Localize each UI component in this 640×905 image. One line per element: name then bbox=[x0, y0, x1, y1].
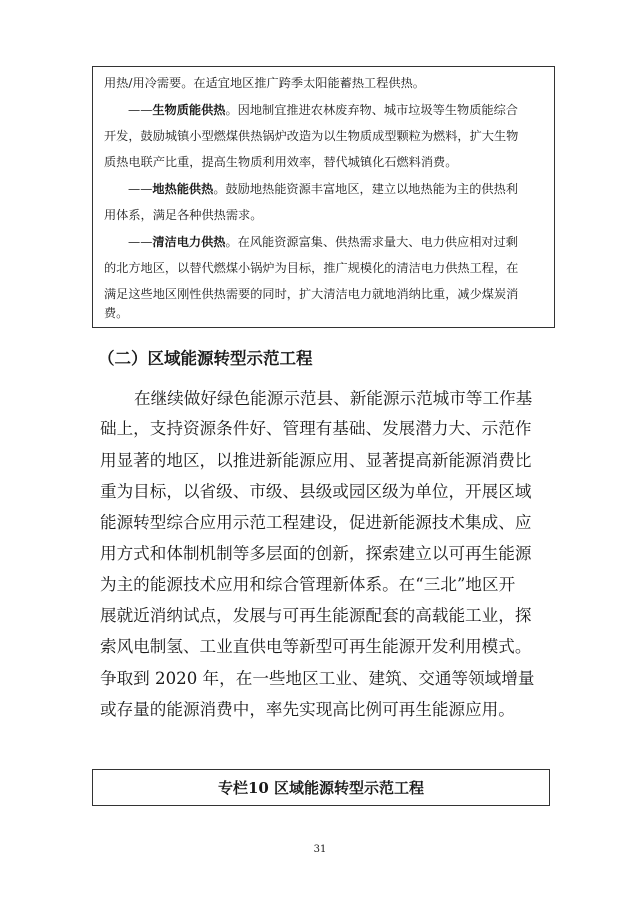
box-line-9: 满足这些地区刚性供热需要的同时，扩大清洁电力就地消纳比重，减少煤炭消 bbox=[104, 287, 519, 301]
paragraph-line: 在继续做好绿色能源示范县、新能源示范城市等工作基 bbox=[134, 389, 533, 408]
paragraph-line: 为主的能源技术应用和综合管理新体系。在“三北”地区开 bbox=[100, 575, 516, 594]
box-keyword-geothermal: 地热能供热 bbox=[152, 182, 214, 196]
box-line-7: ——清洁电力供热。在风能资源富集、供热需求量大、电力供应相对过剩 bbox=[128, 235, 518, 249]
box-line-6: 用体系，满足各种供热需求。 bbox=[104, 208, 263, 222]
box-line-5: ——地热能供热。鼓励地热能资源丰富地区，建立以地热能为主的供热利 bbox=[128, 182, 518, 196]
box-line-3: 开发，鼓励城镇小型燃煤供热锅炉改造为以生物质成型颗粒为燃料，扩大生物 bbox=[104, 129, 519, 143]
page-number: 31 bbox=[313, 844, 327, 855]
paragraph-line: 或存量的能源消费中，率先实现高比例可再生能源应用。 bbox=[100, 700, 515, 719]
box-keyword-biomass: 生物质能供热 bbox=[152, 103, 226, 117]
column-box-title: 专栏10 区域能源转型示范工程 bbox=[217, 779, 425, 797]
paragraph-line: 用方式和体制机制等多层面的创新，探索建立以可再生能源 bbox=[100, 544, 532, 563]
section-heading: （二）区域能源转型示范工程 bbox=[98, 349, 313, 368]
box-line-8: 的北方地区，以替代燃煤小锅炉为目标，推广规模化的清洁电力供热工程，在 bbox=[104, 261, 519, 275]
column-box bbox=[92, 769, 550, 806]
box-line-4: 质热电联产比重，提高生物质利用效率，替代城镇化石燃料消费。 bbox=[104, 155, 458, 169]
box-line-2: ——生物质能供热。因地制宜推进农林废弃物、城市垃圾等生物质能综合 bbox=[128, 103, 518, 117]
paragraph-line: 展就近消纳试点，发展与可再生能源配套的高载能工业，探 bbox=[100, 606, 532, 625]
paragraph-line: 能源转型综合应用示范工程建设，促进新能源技术集成、应 bbox=[100, 513, 532, 532]
box-line-10: 费。 bbox=[104, 306, 129, 320]
paragraph-line: 索风电制氢、工业直供电等新型可再生能源开发利用模式。 bbox=[100, 637, 532, 656]
box-keyword-clean-power: 清洁电力供热 bbox=[152, 235, 226, 249]
paragraph-line: 础上，支持资源条件好、管理有基础、发展潜力大、示范作 bbox=[100, 419, 532, 438]
paragraph-line: 争取到 2020 年，在一些地区工业、建筑、交通等领域增量 bbox=[100, 669, 535, 688]
box-line-1: 用热/用冷需要。在适宜地区推广跨季太阳能蓄热工程供热。 bbox=[104, 76, 425, 90]
paragraph-line: 重为目标，以省级、市级、县级或园区级为单位，开展区域 bbox=[100, 482, 532, 501]
paragraph-line: 用显著的地区，以推进新能源应用、显著提高新能源消费比 bbox=[100, 451, 532, 470]
